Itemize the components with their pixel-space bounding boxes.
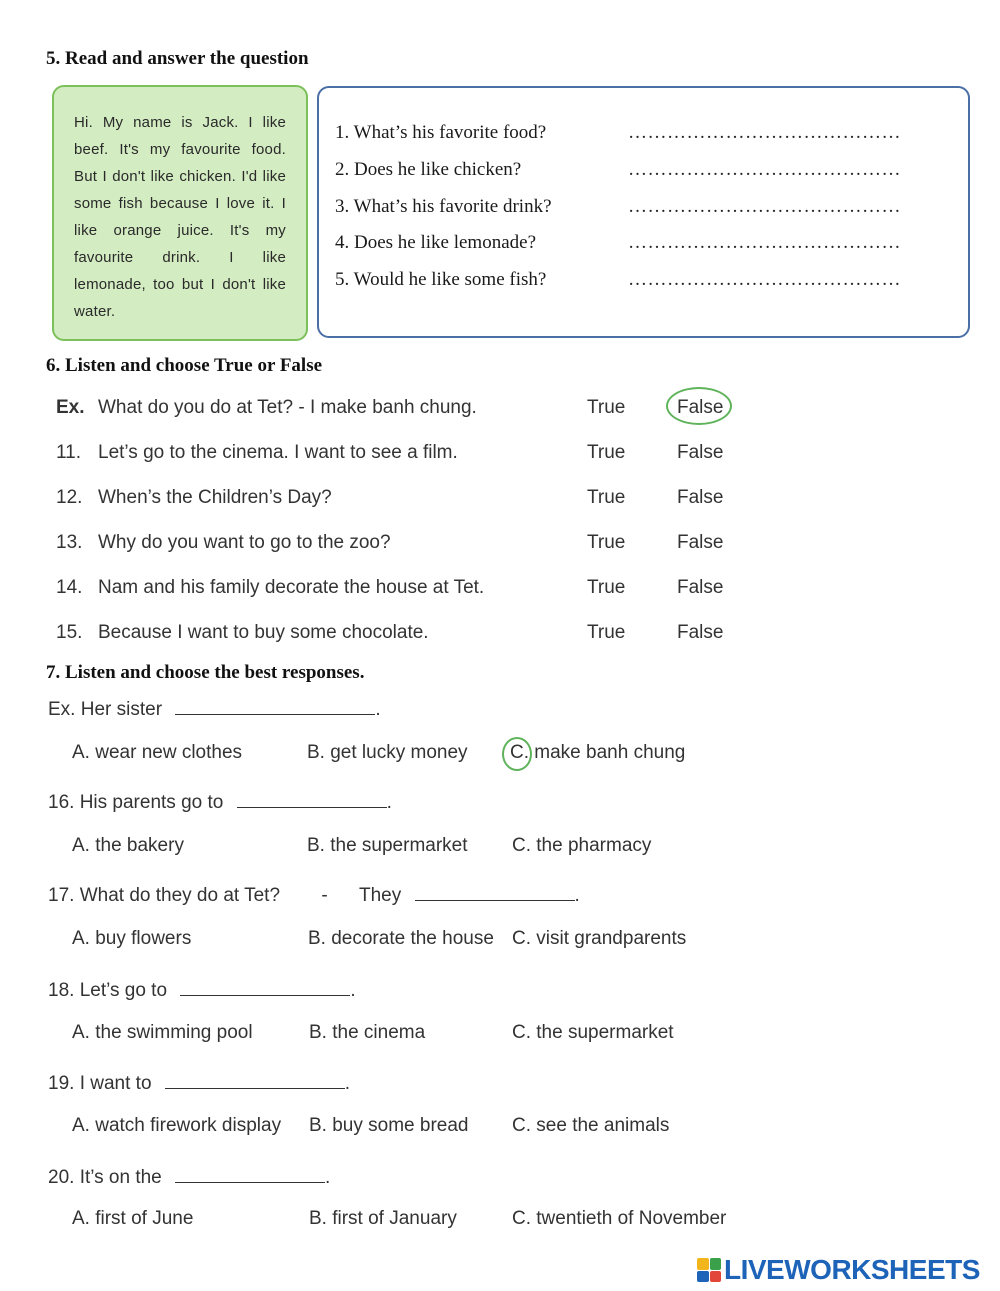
answer-field-4[interactable]: …………………………………… [628,232,901,253]
true-option[interactable]: True [587,577,626,598]
liveworksheets-logo-icon [697,1258,721,1282]
option-b[interactable]: B. get lucky money [307,742,468,763]
false-option[interactable]: False [677,622,724,643]
option-b[interactable]: B. buy some bread [309,1115,469,1136]
mc-question-text: 16. His parents go to [48,792,224,813]
option-a[interactable]: A. wear new clothes [72,742,243,763]
option-a[interactable]: A. the bakery [72,835,184,856]
tf-number: 15. [56,622,83,643]
question-3: 3. What’s his favorite drink? [335,196,552,217]
tf-number: 11. [56,442,82,463]
option-c[interactable]: C. the pharmacy [512,835,652,856]
mc-question-text: 17. What do they do at Tet? [48,885,281,906]
true-option[interactable]: True [587,532,626,553]
option-a[interactable]: A. first of June [72,1208,194,1229]
answer-blank [175,1168,325,1183]
tf-statement: Why do you want to go to the zoo? [98,532,391,553]
liveworksheets-logo [697,1255,980,1285]
mc-question [48,792,392,814]
false-option[interactable]: False [677,532,724,553]
answer-field-5[interactable]: …………………………………… [628,269,901,290]
answer-blank [237,793,387,808]
false-option[interactable]: False [677,487,724,508]
mc-question [48,1073,350,1095]
period: . [325,1167,331,1188]
question-5: 5. Would he like some fish? [335,269,547,290]
answer-field-3[interactable]: …………………………………… [628,196,901,217]
option-c[interactable]: C. twentieth of November [512,1208,727,1229]
true-option[interactable]: True [587,622,626,643]
period: . [344,1073,351,1094]
answer-blank [415,886,575,901]
true-option[interactable]: True [587,397,626,418]
mc-question [48,885,580,907]
logo-text: LIVEWORKSHEETS [724,1254,980,1285]
true-option[interactable]: True [587,442,626,463]
answer-blank [175,700,375,715]
period: . [386,792,392,813]
mc-question-example [48,699,381,721]
option-a[interactable]: A. watch firework display [72,1115,282,1136]
tf-number: 12. [56,487,83,508]
option-b[interactable]: B. the cinema [309,1022,426,1043]
answer-blank [165,1074,345,1089]
option-b[interactable]: B. first of January [309,1208,457,1229]
tf-statement: What do you do at Tet? - I make banh chung. [98,397,477,418]
period: . [350,980,356,1001]
answer-field-2[interactable]: …………………………………… [628,159,901,180]
tf-statement: When’s the Children’s Day? [98,487,332,508]
mc-question [48,980,356,1002]
tf-statement: Because I want to buy some chocolate. [98,622,429,643]
mc-question-text: Ex. Her sister [48,699,163,720]
option-b[interactable]: B. the supermarket [307,835,468,856]
option-c[interactable]: C. the supermarket [512,1022,674,1043]
tf-statement: Nam and his family decorate the house at Tet. [98,577,485,598]
section-6-heading: 6. Listen and choose True or False [46,355,323,376]
false-option[interactable]: False [677,577,724,598]
true-option[interactable]: True [587,487,626,508]
false-option-selected[interactable]: False [677,397,724,418]
tf-number: 14. [56,577,83,598]
mc-question-text: 19. I want to [48,1073,152,1094]
option-c[interactable]: C. visit grandparents [512,928,687,949]
reading-passage-box [52,85,308,341]
question-2: 2. Does he like chicken? [335,159,522,180]
period: . [375,699,381,720]
false-option[interactable]: False [677,442,724,463]
tf-number: 13. [56,532,83,553]
dash-they: - They [321,885,402,906]
reading-passage-text: Hi. My name is Jack. I like beef. It's my favourite food. But I don't like chicken. I'd like some fish because I love it. I like orange juice. It's my favourite drink. I like lemonade, too but I don't like water. [74,114,286,320]
section-7-heading: 7. Listen and choose the best responses. [46,662,365,683]
option-a[interactable]: A. the swimming pool [72,1022,253,1043]
questions-box [317,86,970,338]
option-c-selected[interactable]: C. make banh chung [510,742,686,763]
option-a[interactable]: A. buy flowers [72,928,192,949]
mc-question-text: 20. It’s on the [48,1167,162,1188]
tf-statement: Let’s go to the cinema. I want to see a film. [98,442,458,463]
mc-question-text: 18. Let’s go to [48,980,168,1001]
section-5-heading: 5. Read and answer the question [46,48,309,69]
option-c[interactable]: C. see the animals [512,1115,670,1136]
tf-number: Ex. [56,397,85,418]
question-1: 1. What’s his favorite food? [335,122,547,143]
answer-field-1[interactable]: …………………………………… [628,122,901,143]
option-b[interactable]: B. decorate the house [308,928,494,949]
mc-question [48,1167,330,1189]
period: . [574,885,580,906]
answer-blank [180,981,350,996]
question-4: 4. Does he like lemonade? [335,232,537,253]
